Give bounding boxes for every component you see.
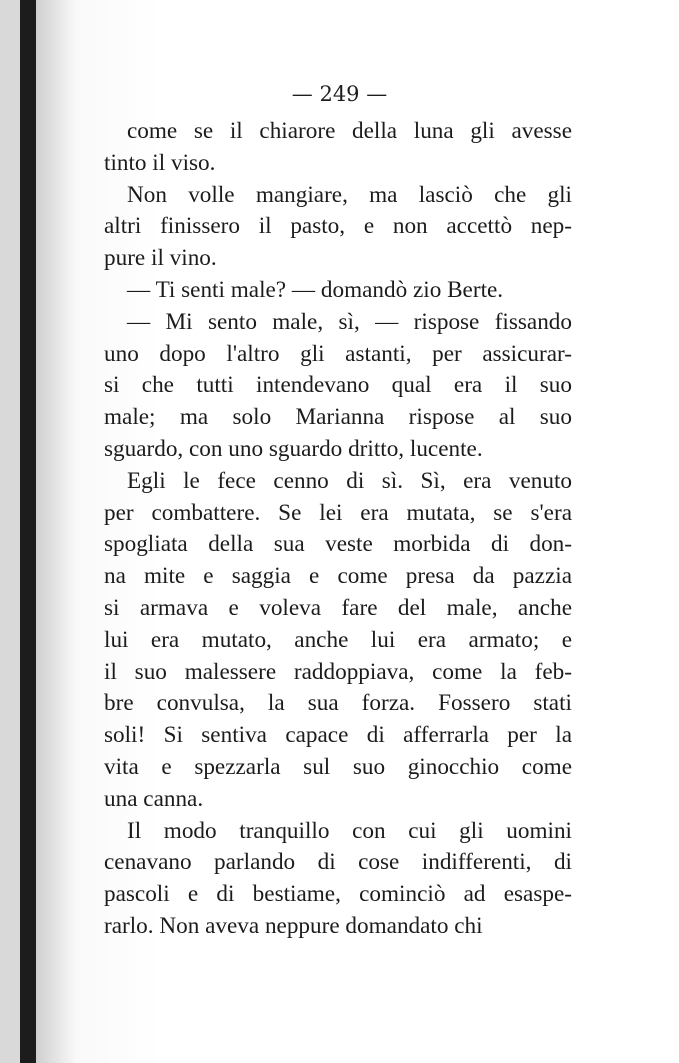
page-binding-edge [0, 0, 20, 1063]
text-line: soli! Si sentiva capace di afferrarla per la [104, 722, 572, 749]
text-line: na mite e saggia e come presa da pazzia [104, 563, 572, 590]
text-line: — Ti senti male? — domandò zio Berte. [127, 276, 504, 303]
text-line: male; ma solo Marianna rispose al suo [104, 404, 572, 431]
page-number: — 249 — [291, 82, 388, 106]
text-line: il suo malessere raddoppiava, come la feb- [104, 658, 572, 685]
text-line: spogliata della sua veste morbida di don- [104, 531, 572, 558]
text-line: Il modo tranquillo con cui gli uomini [127, 817, 572, 844]
paragraph [104, 180, 572, 275]
text-line: pure il vino. [104, 245, 217, 272]
text-line: pascoli e di bestiame, cominciò ad esaspe- [104, 881, 572, 908]
paragraph [104, 116, 572, 180]
paragraph [104, 275, 572, 307]
text-line: bre convulsa, la sua forza. Fossero stati [104, 690, 572, 717]
text-line: tinto il viso. [104, 149, 216, 176]
text-line: si che tutti intendevano qual era il suo [104, 372, 572, 399]
text-line: per combattere. Se lei era mutata, se s'era [104, 499, 572, 526]
text-line: vita e spezzarla sul suo ginocchio come [104, 753, 572, 780]
paragraph [104, 466, 572, 816]
text-line: sguardo, con uno sguardo dritto, lucente. [104, 435, 483, 462]
text-line: rarlo. Non aveva neppure domandato chi [104, 912, 483, 939]
text-line: uno dopo l'altro gli astanti, per assicurar- [104, 340, 572, 367]
page-binding-gutter [20, 0, 36, 1063]
text-line: — Mi sento male, sì, — rispose fissando [127, 308, 572, 335]
text-line: come se il chiarore della luna gli avesse [127, 118, 572, 144]
text-line: altri finissero il pasto, e non accettò nep- [104, 213, 572, 240]
text-line: cenavano parlando di cose indifferenti, di [104, 849, 572, 876]
text-line: Egli le fece cenno di sì. Sì, era venuto [127, 467, 572, 494]
body-text [104, 116, 572, 943]
paragraph [104, 307, 572, 466]
text-line: Non volle mangiare, ma lasciò che gli [127, 181, 572, 208]
text-line: una canna. [104, 785, 204, 812]
paragraph [104, 816, 572, 943]
text-line: lui era mutato, anche lui era armato; e [104, 626, 572, 653]
page-binding-shadow [36, 0, 76, 1063]
text-line: si armava e voleva fare del male, anche [104, 594, 572, 621]
